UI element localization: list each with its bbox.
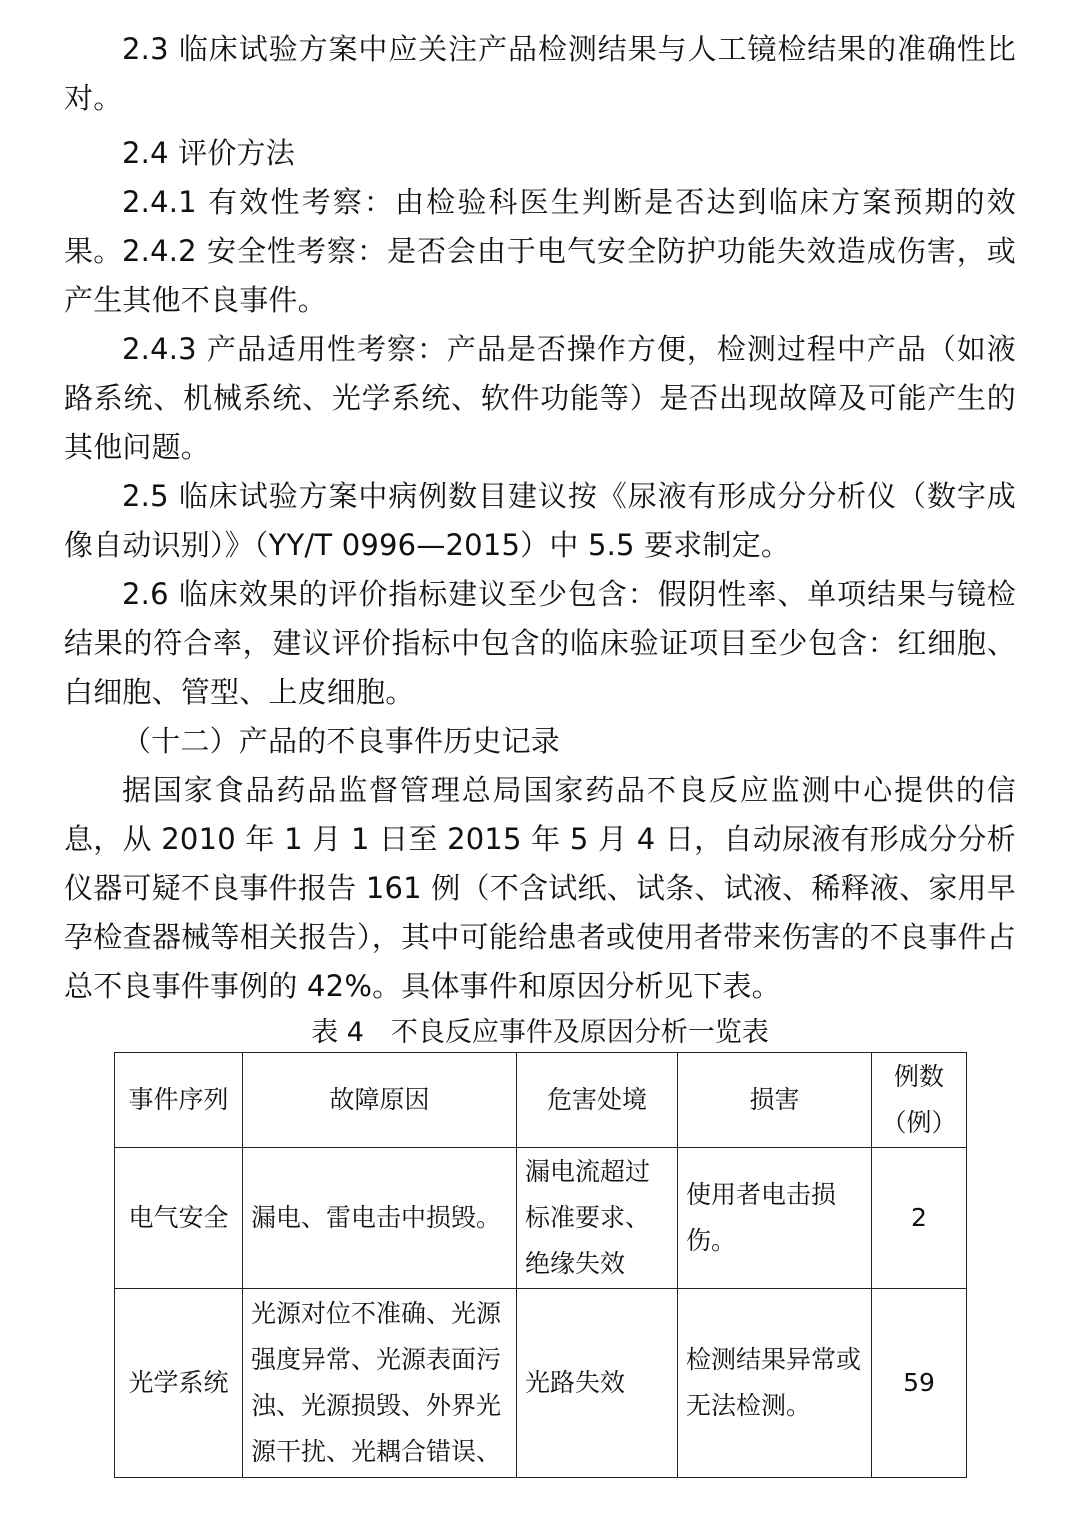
- cell-fault-cause: 漏电、雷电击中损毁。: [243, 1148, 517, 1289]
- cell-event-series: 电气安全: [115, 1148, 243, 1289]
- paragraph-adverse-events: 据国家食品药品监督管理总局国家药品不良反应监测中心提供的信息，从 2010 年 1 月 1 日至 2015 年 5 月 4 日，自动尿液有形成分分析仪器可疑不良事件报告 161 例（不含试纸、试条、试液、稀释液、家用早孕检查器械等相关报告），其中可能给患者或使用者带来伤害的不良事件占总不良事件事例的 42%。具体事件和原因分析见下表。: [64, 773, 1016, 1003]
- cell-hazard-situation: 光路失效: [517, 1289, 678, 1478]
- cell-harm: 使用者电击损伤。: [678, 1148, 872, 1289]
- paragraph-2-3: 2.3 临床试验方案中应关注产品检测结果与人工镜检结果的准确性比对。: [64, 32, 1016, 115]
- header-case-count: 例数（例）: [872, 1053, 967, 1148]
- cell-case-count: 59: [872, 1289, 967, 1478]
- cell-fault-cause: [243, 1289, 517, 1478]
- cell-case-count: 2: [872, 1148, 967, 1289]
- paragraph-2-4-3: 2.4.3 产品适用性考察：产品是否操作方便，检测过程中产品（如液路系统、机械系统、光学系统、软件功能等）是否出现故障及可能产生的其他问题。: [64, 332, 1016, 464]
- header-hazard-situation: 危害处境: [517, 1053, 678, 1148]
- table-row: [115, 1148, 967, 1289]
- cell-event-series: 光学系统: [115, 1289, 243, 1478]
- paragraph-2-4-2: 2.4.2 安全性考察：是否会由于电气安全防护功能失效造成伤害，或产生其他不良事件。: [64, 234, 1016, 317]
- heading-2-4: 2.4 评价方法: [122, 136, 295, 170]
- cell-fault-cause-text: 光源对位不准确、光源强度异常、光源表面污浊、光源损毁、外界光源干扰、光耦合错误、: [251, 1299, 502, 1466]
- adverse-events-table: [114, 1052, 967, 1478]
- paragraph-2-6: 2.6 临床效果的评价指标建议至少包含：假阴性率、单项结果与镜检结果的符合率，建议评价指标中包含的临床验证项目至少包含：红细胞、白细胞、管型、上皮细胞。: [64, 577, 1016, 709]
- paragraph-2-4-1: 2.4.1 有效性考察：由检验科医生判断是否达到临床方案预期的效果。: [64, 185, 1016, 268]
- paragraph-2-5: 2.5 临床试验方案中病例数目建议按《尿液有形成分分析仪（数字成像自动识别）》（YY/T 0996—2015）中 5.5 要求制定。: [64, 479, 1016, 562]
- table-header-row: [115, 1053, 967, 1148]
- header-event-series: 事件序列: [115, 1053, 243, 1148]
- cell-hazard-situation: 漏电流超过标准要求、绝缘失效: [517, 1148, 678, 1289]
- table-caption: 表 4 不良反应事件及原因分析一览表: [311, 1017, 769, 1048]
- cell-harm: 检测结果异常或无法检测。: [678, 1289, 872, 1478]
- header-fault-cause: 故障原因: [243, 1053, 517, 1148]
- table-row: [115, 1289, 967, 1478]
- header-harm: 损害: [678, 1053, 872, 1148]
- section-heading-12: （十二）产品的不良事件历史记录: [122, 724, 561, 758]
